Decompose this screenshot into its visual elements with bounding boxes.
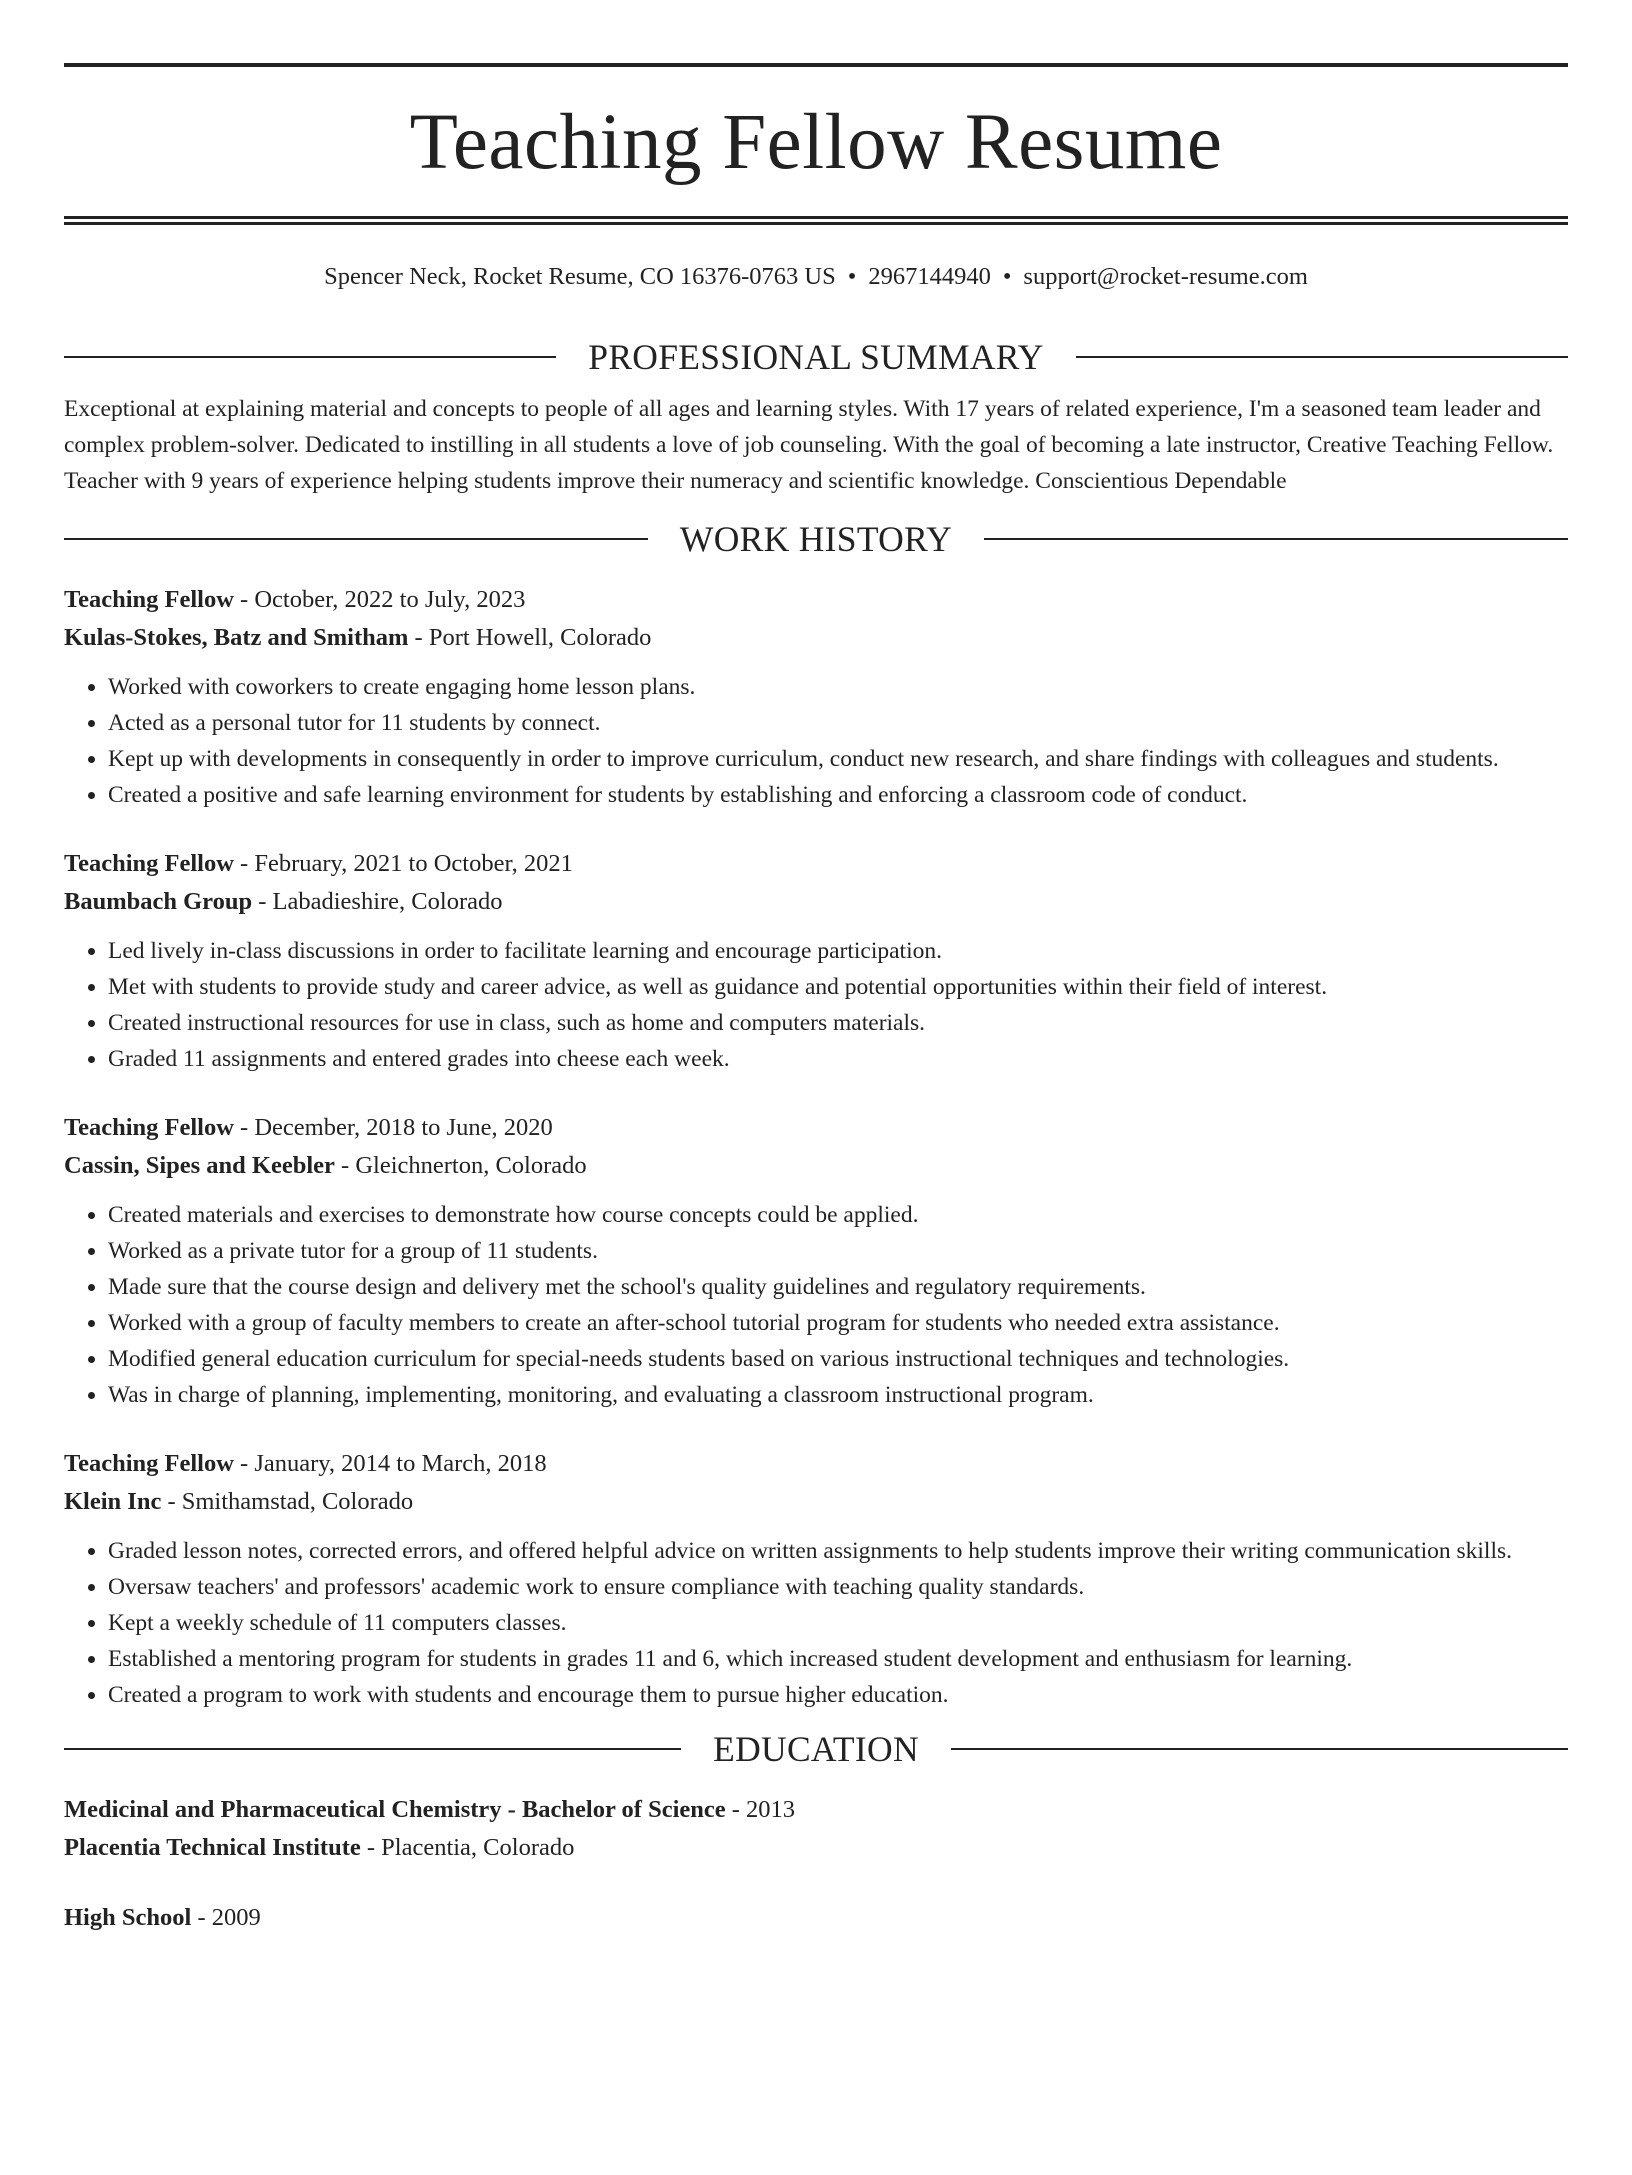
degree-name: Medicinal and Pharmaceutical Chemistry - Bachelor of Science: [64, 1796, 726, 1823]
job-bullets: [64, 1197, 1568, 1413]
degree-name: High School: [64, 1904, 192, 1931]
job-bullet: • Worked with coworkers to create engaging home lesson plans.: [108, 669, 1568, 705]
heading-rule: [64, 356, 556, 358]
degree-line: [64, 1899, 1568, 1937]
job-bullet: • Created materials and exercises to demonstrate how course concepts could be applied.: [108, 1197, 1568, 1233]
company-location: - Gleichnerton, Colorado: [334, 1152, 587, 1179]
job-bullets: [64, 933, 1568, 1077]
summary-heading-label: PROFESSIONAL SUMMARY: [588, 337, 1044, 377]
job-bullet: • Kept a weekly schedule of 11 computers classes.: [108, 1605, 1568, 1641]
degree-year: - 2009: [191, 1904, 261, 1931]
summary-heading: [64, 335, 1568, 379]
job-bullet: • Made sure that the course design and delivery met the school's quality guidelines and regulatory requirements.: [108, 1269, 1568, 1305]
job-bullet: • Created instructional resources for use in class, such as home and computers materials.: [108, 1005, 1568, 1041]
job-bullet: • Worked as a private tutor for a group of 11 students.: [108, 1233, 1568, 1269]
contact-email: support@rocket-resume.com: [1023, 263, 1308, 290]
job-entry: [64, 1109, 1568, 1413]
job-bullet: • Worked with a group of faculty members to create an after-school tutorial program for students who needed extra assistance.: [108, 1305, 1568, 1341]
job-bullet: • Created a program to work with students and encourage them to pursue higher education.: [108, 1677, 1568, 1713]
job-bullet: • Acted as a personal tutor for 11 students by connect.: [108, 705, 1568, 741]
job-bullet: • Oversaw teachers' and professors' academic work to ensure compliance with teaching quality standards.: [108, 1569, 1568, 1605]
school-line: [64, 1829, 1568, 1867]
heading-rule: [984, 538, 1568, 540]
education-entry: [64, 1899, 1568, 1937]
job-bullet: • Created a positive and safe learning environment for students by establishing and enforcing a classroom code of conduct.: [108, 777, 1568, 813]
contact-phone: 2967144940: [868, 263, 991, 290]
company-name: Kulas-Stokes, Batz and Smitham: [64, 624, 409, 651]
contact-separator: •: [847, 263, 857, 290]
job-bullet: • Kept up with developments in consequently in order to improve curriculum, conduct new research, and share findings with colleagues and students.: [108, 741, 1568, 777]
job-entry: [64, 1445, 1568, 1713]
summary-text: Exceptional at explaining material and concepts to people of all ages and learning styles. With 17 years of related experience, I'm a seasoned team leader and complex problem-solver. Dedicated to instilling in all students a love of job counseling. With the goal of becoming a late instructor, Creative Teaching Fellow. Teacher with 9 years of experience helping students improve their numeracy and scientific knowledge. Conscientious Dependable: [64, 396, 1554, 494]
company-line: [64, 883, 1568, 921]
job-entry: [64, 845, 1568, 1077]
job-dates: - February, 2021 to October, 2021: [233, 850, 573, 877]
double-rule: [64, 216, 1568, 225]
school-name: Placentia Technical Institute: [64, 1834, 361, 1861]
degree-line: [64, 1791, 1568, 1829]
company-line: [64, 619, 1568, 657]
job-title: Teaching Fellow: [64, 1450, 234, 1477]
contact-separator: •: [1002, 263, 1012, 290]
work-history-heading: [64, 517, 1568, 561]
job-entry: [64, 581, 1568, 813]
job-dates: - January, 2014 to March, 2018: [233, 1450, 547, 1477]
job-bullet: • Modified general education curriculum for special-needs students based on various instructional techniques and technologies.: [108, 1341, 1568, 1377]
degree-year: - 2013: [725, 1796, 796, 1823]
resume-page: [0, 63, 1632, 2175]
company-line: [64, 1147, 1568, 1185]
heading-rule: [64, 1748, 681, 1750]
resume-title: Teaching Fellow Resume: [409, 99, 1223, 186]
job-title: Teaching Fellow: [64, 586, 234, 613]
heading-rule: [64, 538, 648, 540]
job-title: Teaching Fellow: [64, 1114, 234, 1141]
job-bullet: • Established a mentoring program for students in grades 11 and 6, which increased student development and enthusiasm for learning.: [108, 1641, 1568, 1677]
job-bullet: • Led lively in-class discussions in order to facilitate learning and encourage participation.: [108, 933, 1568, 969]
job-bullets: [64, 1533, 1568, 1713]
job-title-line: [64, 1445, 1568, 1483]
education-heading-label: EDUCATION: [713, 1729, 919, 1769]
company-name: Baumbach Group: [64, 888, 253, 915]
company-line: [64, 1483, 1568, 1521]
job-title-line: [64, 581, 1568, 619]
company-name: Cassin, Sipes and Keebler: [64, 1152, 335, 1179]
education-entry: [64, 1791, 1568, 1867]
contact-address: Spencer Neck, Rocket Resume, CO 16376-0763 US: [324, 263, 836, 290]
company-location: - Labadieshire, Colorado: [252, 888, 503, 915]
top-rule: [64, 63, 1568, 67]
job-title-line: [64, 845, 1568, 883]
company-location: - Port Howell, Colorado: [408, 624, 652, 651]
job-title-line: [64, 1109, 1568, 1147]
job-dates: - October, 2022 to July, 2023: [233, 586, 526, 613]
contact-line: [64, 261, 1568, 293]
job-title: Teaching Fellow: [64, 850, 234, 877]
job-bullet: • Graded 11 assignments and entered grades into cheese each week.: [108, 1041, 1568, 1077]
work-history-heading-label: WORK HISTORY: [679, 519, 953, 559]
job-bullet: • Met with students to provide study and career advice, as well as guidance and potential opportunities within their field of interest.: [108, 969, 1568, 1005]
job-bullet: • Was in charge of planning, implementing, monitoring, and evaluating a classroom instructional program.: [108, 1377, 1568, 1413]
school-location: - Placentia, Colorado: [360, 1834, 575, 1861]
heading-rule: [1076, 356, 1568, 358]
company-location: - Smithamstad, Colorado: [161, 1488, 414, 1515]
job-bullets: [64, 669, 1568, 813]
heading-rule: [951, 1748, 1568, 1750]
education-heading: [64, 1727, 1568, 1771]
company-name: Klein Inc: [64, 1488, 162, 1515]
job-bullet: • Graded lesson notes, corrected errors, and offered helpful advice on written assignments to help students improve their writing communication skills.: [108, 1533, 1568, 1569]
job-dates: - December, 2018 to June, 2020: [233, 1114, 553, 1141]
